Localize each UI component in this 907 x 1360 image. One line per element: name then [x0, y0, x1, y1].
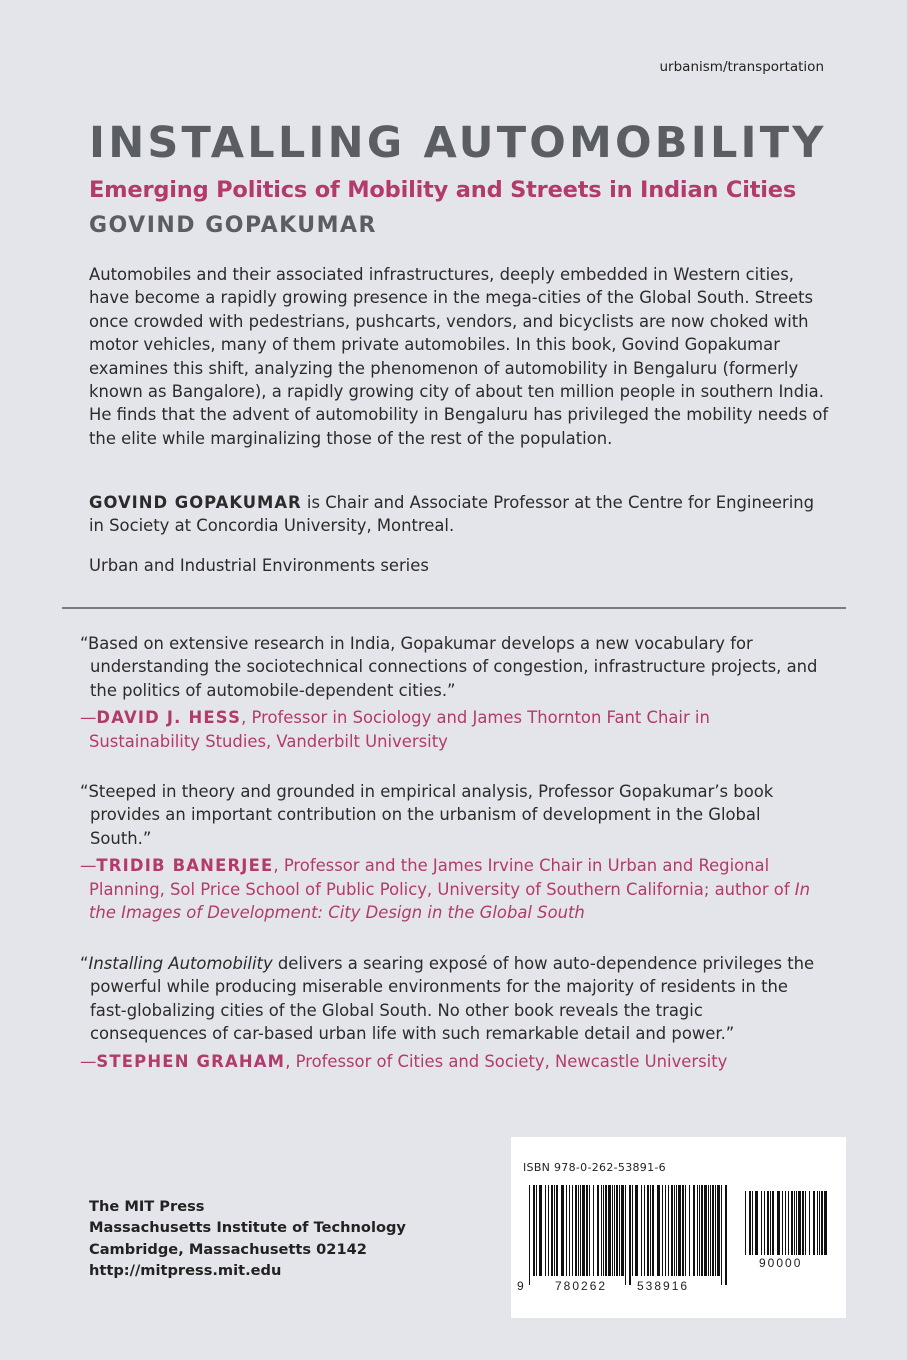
endorsement-attribution	[80, 706, 820, 753]
barcode-bar	[752, 1191, 753, 1255]
barcode-bar	[802, 1191, 804, 1255]
barcode-bar	[796, 1191, 797, 1255]
barcode-bar	[605, 1185, 607, 1276]
barcode-bar	[533, 1185, 535, 1276]
barcode-bar	[791, 1191, 793, 1255]
publisher-address: Cambridge, Massachusetts 02142	[89, 1240, 367, 1258]
barcode-bar	[625, 1185, 626, 1285]
endorser-book-title: In the Images of Development: City Design in the Global South	[89, 879, 811, 923]
category-label: urbanism/transportation	[659, 59, 824, 75]
barcode-panel	[511, 1137, 846, 1318]
book-subtitle: Emerging Politics of Mobility and Streets in Indian Cities	[89, 177, 797, 203]
barcode-bar	[586, 1185, 588, 1276]
ean-barcode-bars	[529, 1185, 727, 1285]
addon-barcode-bars	[745, 1191, 827, 1255]
barcode-bar	[777, 1191, 780, 1255]
barcode-bar	[689, 1185, 690, 1276]
publisher-name: The MIT Press	[89, 1198, 205, 1215]
barcode-bar	[554, 1185, 555, 1276]
barcode-bar	[632, 1185, 633, 1276]
barcode-bar	[749, 1191, 751, 1255]
barcode-bar	[817, 1191, 818, 1255]
barcode-bar	[545, 1185, 546, 1276]
endorsement-attribution	[80, 1050, 820, 1073]
barcode-bar	[710, 1185, 711, 1276]
barcode-bar	[701, 1185, 703, 1276]
attribution-dash: —	[80, 856, 97, 876]
barcode-bar	[556, 1185, 558, 1276]
open-quote: “	[80, 954, 89, 973]
section-divider	[62, 607, 846, 609]
barcode-lead-digit: 9	[517, 1279, 524, 1293]
barcode-bar	[788, 1191, 789, 1255]
barcode-bar	[704, 1185, 707, 1276]
barcode-bar	[697, 1185, 698, 1276]
barcode-bar	[641, 1185, 642, 1276]
barcode-bar	[798, 1191, 801, 1255]
barcode-bar	[662, 1185, 663, 1276]
barcode-bar	[676, 1185, 677, 1276]
publisher-institution: Massachusetts Institute of Technology	[89, 1219, 406, 1237]
barcode-bar	[809, 1191, 810, 1255]
endorsement-3	[80, 952, 820, 1073]
attribution-dash: —	[80, 1051, 97, 1071]
barcode-bar	[794, 1191, 795, 1255]
barcode-bar	[708, 1185, 709, 1276]
barcode-bar	[721, 1185, 722, 1285]
barcode-bar	[619, 1185, 620, 1276]
barcode-bar	[551, 1185, 553, 1276]
barcode-bar	[725, 1185, 727, 1285]
barcode-bar	[671, 1185, 673, 1276]
barcode-bar	[578, 1185, 579, 1276]
barcode-bar	[561, 1185, 564, 1276]
barcode-bar	[805, 1191, 806, 1255]
barcode-bar	[745, 1191, 746, 1255]
barcode-bar	[616, 1185, 618, 1276]
endorser-affiliation: , Professor in Sociology and James Thornton Fant Chair in Sustainability Studies, Vanderbilt University	[89, 708, 710, 751]
barcode-bar	[652, 1185, 654, 1276]
barcode-bar	[665, 1185, 666, 1276]
barcode-bar	[601, 1185, 602, 1276]
endorser-affiliation: , Professor and the James Irvine Chair in Urban and Regional Planning, Sol Price School of Public Policy, University of Southern California; author of	[89, 856, 795, 899]
endorser-name: TRIDIB BANERJEE	[96, 856, 274, 876]
barcode-bar	[761, 1191, 762, 1255]
barcode-bar	[682, 1185, 684, 1276]
barcode-bar	[589, 1185, 590, 1276]
barcode-bar	[772, 1191, 774, 1255]
barcode-bar	[539, 1185, 542, 1276]
barcode-bar	[614, 1185, 615, 1276]
barcode-bar	[767, 1191, 769, 1255]
endorsement-body: delivers a searing exposé of how auto-dependence privileges the powerful while producing miserable environments for the majority of residents in the fast-globalizing cities of the Global South. No other book reveals the tragic consequences of car-based urban life with such remarkable detail and power.”	[90, 954, 815, 1044]
barcode-bar	[629, 1185, 631, 1285]
barcode-bar	[782, 1191, 783, 1255]
endorsement-attribution	[80, 854, 820, 924]
barcode-bar	[764, 1191, 765, 1255]
barcode-bar	[593, 1185, 594, 1276]
barcode-bar	[685, 1185, 686, 1276]
barcode-bar	[821, 1191, 823, 1255]
barcode-bar	[678, 1185, 681, 1276]
series-name: Urban and Industrial Environments series	[89, 556, 429, 575]
endorsement-2	[80, 780, 820, 924]
barcode-bar	[785, 1191, 786, 1255]
endorsement-text: “Steeped in theory and grounded in empirical analysis, Professor Gopakumar’s book provides an important contribution on the urbanism of development in the Global South.”	[80, 782, 774, 848]
barcode-bar	[548, 1185, 549, 1276]
book-author: GOVIND GOPAKUMAR	[89, 213, 377, 238]
barcode-bar	[755, 1191, 758, 1255]
barcode-bar	[597, 1185, 599, 1276]
barcode-bar	[612, 1185, 613, 1276]
bio-author-name: GOVIND GOPAKUMAR	[89, 493, 302, 512]
endorsement-text: “Based on extensive research in India, Gopakumar develops a new vocabulary for understanding the sociotechnical connections of congestion, infrastructure projects, and the politics of automobile-dependent cities.”	[80, 634, 818, 700]
barcode-bar	[608, 1185, 611, 1276]
author-bio	[89, 491, 834, 538]
barcode-bar	[717, 1185, 720, 1276]
barcode-bar	[693, 1185, 695, 1276]
barcode-bar	[668, 1185, 669, 1276]
barcode-bar	[715, 1185, 716, 1276]
barcode-bar	[647, 1185, 649, 1276]
barcode-bar	[575, 1185, 577, 1276]
barcode-bar	[819, 1191, 820, 1255]
barcode-left-digits: 780262	[555, 1279, 608, 1293]
barcode-bar	[824, 1191, 827, 1255]
barcode-bar	[603, 1185, 604, 1276]
barcode-bar	[569, 1185, 570, 1276]
endorsement-1	[80, 632, 820, 753]
quoted-book-title: Installing Automobility	[88, 954, 273, 973]
barcode-bar	[699, 1185, 700, 1276]
barcode-right-digits: 538916	[637, 1279, 690, 1293]
barcode-bar	[635, 1185, 638, 1276]
barcode-bar	[644, 1185, 645, 1276]
barcode-bar	[621, 1185, 624, 1276]
barcode-addon-digits: 90000	[759, 1256, 803, 1270]
barcode-bar	[580, 1185, 581, 1276]
barcode-bar	[582, 1185, 585, 1276]
barcode-bar	[650, 1185, 651, 1276]
barcode-bar	[813, 1191, 815, 1255]
barcode-bar	[566, 1185, 567, 1276]
barcode-bar	[529, 1185, 530, 1285]
barcode-bar	[770, 1191, 771, 1255]
barcode-bar	[712, 1185, 714, 1276]
bio-text: is Chair and Associate Professor at the Centre for Engineering in Society at Concordia University, Montreal.	[89, 493, 815, 536]
endorsement-text	[80, 952, 820, 1046]
endorser-name: STEPHEN GRAHAM	[96, 1051, 286, 1071]
endorser-affiliation: , Professor of Cities and Society, Newcastle University	[285, 1051, 728, 1071]
endorser-name: DAVID J. HESS	[96, 708, 242, 728]
barcode-bar	[674, 1185, 675, 1276]
book-description: Automobiles and their associated infrastructures, deeply embedded in Western cities, have become a rapidly growing presence in the mega-cities of the Global South. Streets once crowded with pedestrians, pushcarts, vendors, and bicyclists are now choked with motor vehicles, many of them private automobiles. In this book, Govind Gopakumar examines this shift, analyzing the phenomenon of automobility in Bengaluru (formerly known as Bangalore), a rapidly growing city of about ten million people in southern India. He finds that the advent of automobility in Bengaluru has privileged the mobility needs of the elite while marginalizing those of the rest of the population.	[89, 265, 829, 448]
book-title: INSTALLING AUTOMOBILITY	[89, 118, 827, 168]
barcode-bar	[657, 1185, 660, 1276]
publisher-url[interactable]: http://mitpress.mit.edu	[89, 1262, 282, 1280]
barcode-bar	[536, 1185, 537, 1276]
barcode-bar	[572, 1185, 573, 1276]
barcode-graphic	[511, 1137, 846, 1318]
attribution-dash: —	[80, 708, 97, 728]
publisher-info	[89, 1196, 406, 1282]
isbn-label: ISBN 978-0-262-53891-6	[523, 1161, 666, 1174]
